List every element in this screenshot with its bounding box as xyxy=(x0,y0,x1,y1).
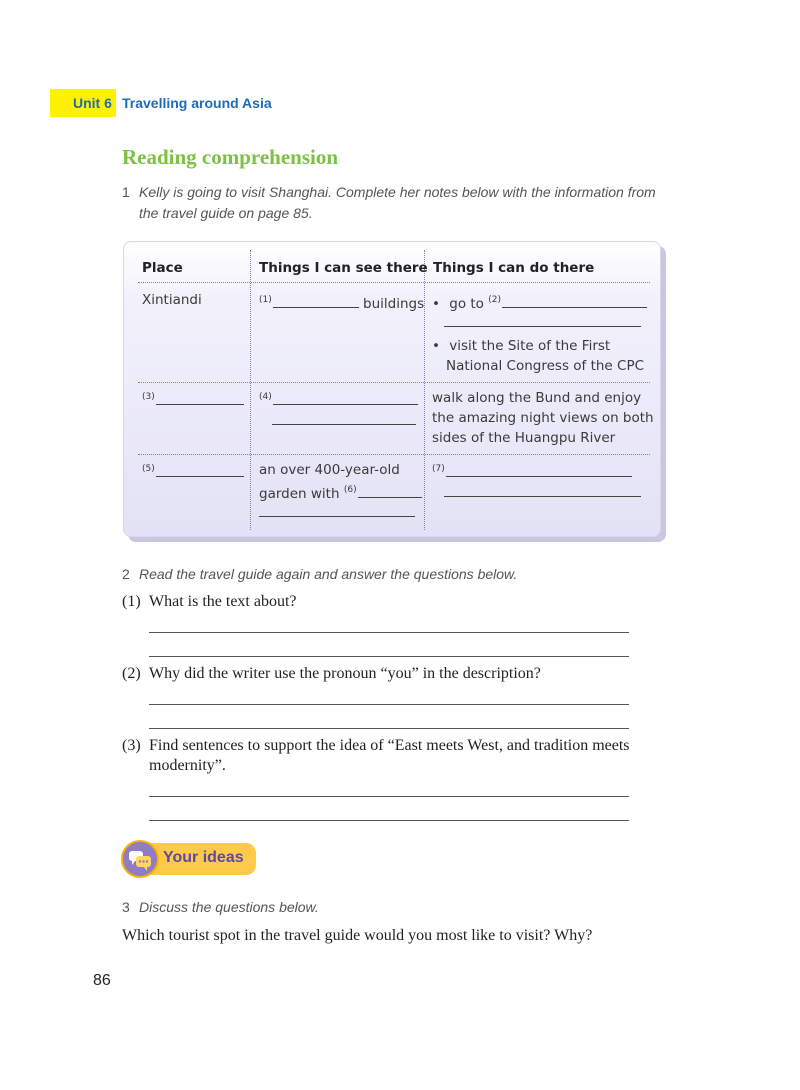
blank-marker: (1) xyxy=(259,295,272,305)
question-3-text: Find sentences to support the idea of “East meets West, and tradition meets xyxy=(149,737,630,754)
row1-see-text: buildings xyxy=(363,296,425,312)
blank-marker: (6) xyxy=(343,485,357,495)
task3-question: Which tourist spot in the travel guide would you most like to visit? Why? xyxy=(122,927,593,944)
bullet: • xyxy=(432,338,440,354)
visit-line1: visit the Site of the First xyxy=(449,338,611,354)
question-2-number: (2) xyxy=(122,665,141,682)
row2-place xyxy=(142,387,244,411)
go-to-text: go to xyxy=(449,296,484,312)
header-do: Things I can do there xyxy=(433,260,595,276)
task2-instruction: Read the travel guide again and answer the questions below. xyxy=(139,566,518,582)
speech-bubbles-icon xyxy=(121,840,159,878)
row3-see-line2 xyxy=(259,480,422,504)
task1-instruction-line1: Kelly is going to visit Shanghai. Complete her notes below with the information from xyxy=(139,184,656,200)
row1-see xyxy=(259,290,424,314)
answer-line[interactable] xyxy=(149,796,629,797)
your-ideas-label: Your ideas xyxy=(163,849,244,866)
answer-line[interactable] xyxy=(149,632,629,633)
unit-number: Unit 6 xyxy=(73,95,112,111)
visit-line2: National Congress of the CPC xyxy=(446,358,645,374)
blank-4-continued[interactable] xyxy=(272,410,416,425)
header-place: Place xyxy=(142,260,183,276)
row3-see-line1: an over 400-year-old xyxy=(259,462,400,478)
task3-number: 3 xyxy=(122,899,130,915)
question-1-text: What is the text about? xyxy=(149,593,297,610)
blank-marker: (5) xyxy=(142,464,155,474)
row2-do-line1: walk along the Bund and enjoy xyxy=(432,390,642,406)
blank-2-continued[interactable] xyxy=(444,312,641,327)
blank-7[interactable] xyxy=(446,462,632,477)
column-divider xyxy=(250,250,251,530)
blank-1[interactable] xyxy=(273,293,359,308)
answer-line[interactable] xyxy=(149,656,629,657)
blank-6[interactable] xyxy=(358,483,422,498)
answer-line[interactable] xyxy=(149,704,629,705)
garden-with-text: garden with xyxy=(259,486,340,502)
section-title: Reading comprehension xyxy=(122,145,339,169)
question-3-text-cont: modernity”. xyxy=(149,757,226,774)
row2-do-line3: sides of the Huangpu River xyxy=(432,430,616,446)
row1-do-visit xyxy=(432,336,610,356)
blank-marker: (2) xyxy=(488,295,501,305)
row2-do-line2: the amazing night views on both xyxy=(432,410,654,426)
row2-see xyxy=(259,387,418,411)
blank-4[interactable] xyxy=(273,390,418,405)
answer-line[interactable] xyxy=(149,728,629,729)
question-1-number: (1) xyxy=(122,593,141,610)
task2-number: 2 xyxy=(122,566,130,582)
row2-see-cont xyxy=(272,410,416,431)
header-see: Things I can see there xyxy=(259,260,428,276)
row1-do-blank-cont xyxy=(444,312,641,333)
blank-5[interactable] xyxy=(156,462,244,477)
blank-7-continued[interactable] xyxy=(444,482,641,497)
unit-title: Travelling around Asia xyxy=(122,95,272,111)
question-2-text: Why did the writer use the pronoun “you” in the description? xyxy=(149,665,541,682)
row3-do xyxy=(432,459,632,483)
task1-number: 1 xyxy=(122,184,130,200)
page-number: 86 xyxy=(93,972,111,989)
row-divider xyxy=(138,282,650,283)
answer-line[interactable] xyxy=(149,820,629,821)
blank-6-continued[interactable] xyxy=(259,502,415,517)
blank-marker: (4) xyxy=(259,392,272,402)
bullet: • xyxy=(432,296,440,312)
blank-3[interactable] xyxy=(156,390,244,405)
task1-instruction-line2: the travel guide on page 85. xyxy=(139,205,313,221)
row3-do-cont xyxy=(444,482,641,503)
row-divider xyxy=(138,382,650,383)
blank-marker: (3) xyxy=(142,392,155,402)
row1-do-goto xyxy=(432,290,647,314)
row-divider xyxy=(138,454,650,455)
row3-place xyxy=(142,459,244,483)
blank-2[interactable] xyxy=(502,293,647,308)
notes-table xyxy=(123,241,661,537)
place-xintiandi: Xintiandi xyxy=(142,292,202,308)
row3-see-cont xyxy=(259,502,415,523)
question-3-number: (3) xyxy=(122,737,141,754)
task3-instruction: Discuss the questions below. xyxy=(139,899,319,915)
blank-marker: (7) xyxy=(432,464,445,474)
